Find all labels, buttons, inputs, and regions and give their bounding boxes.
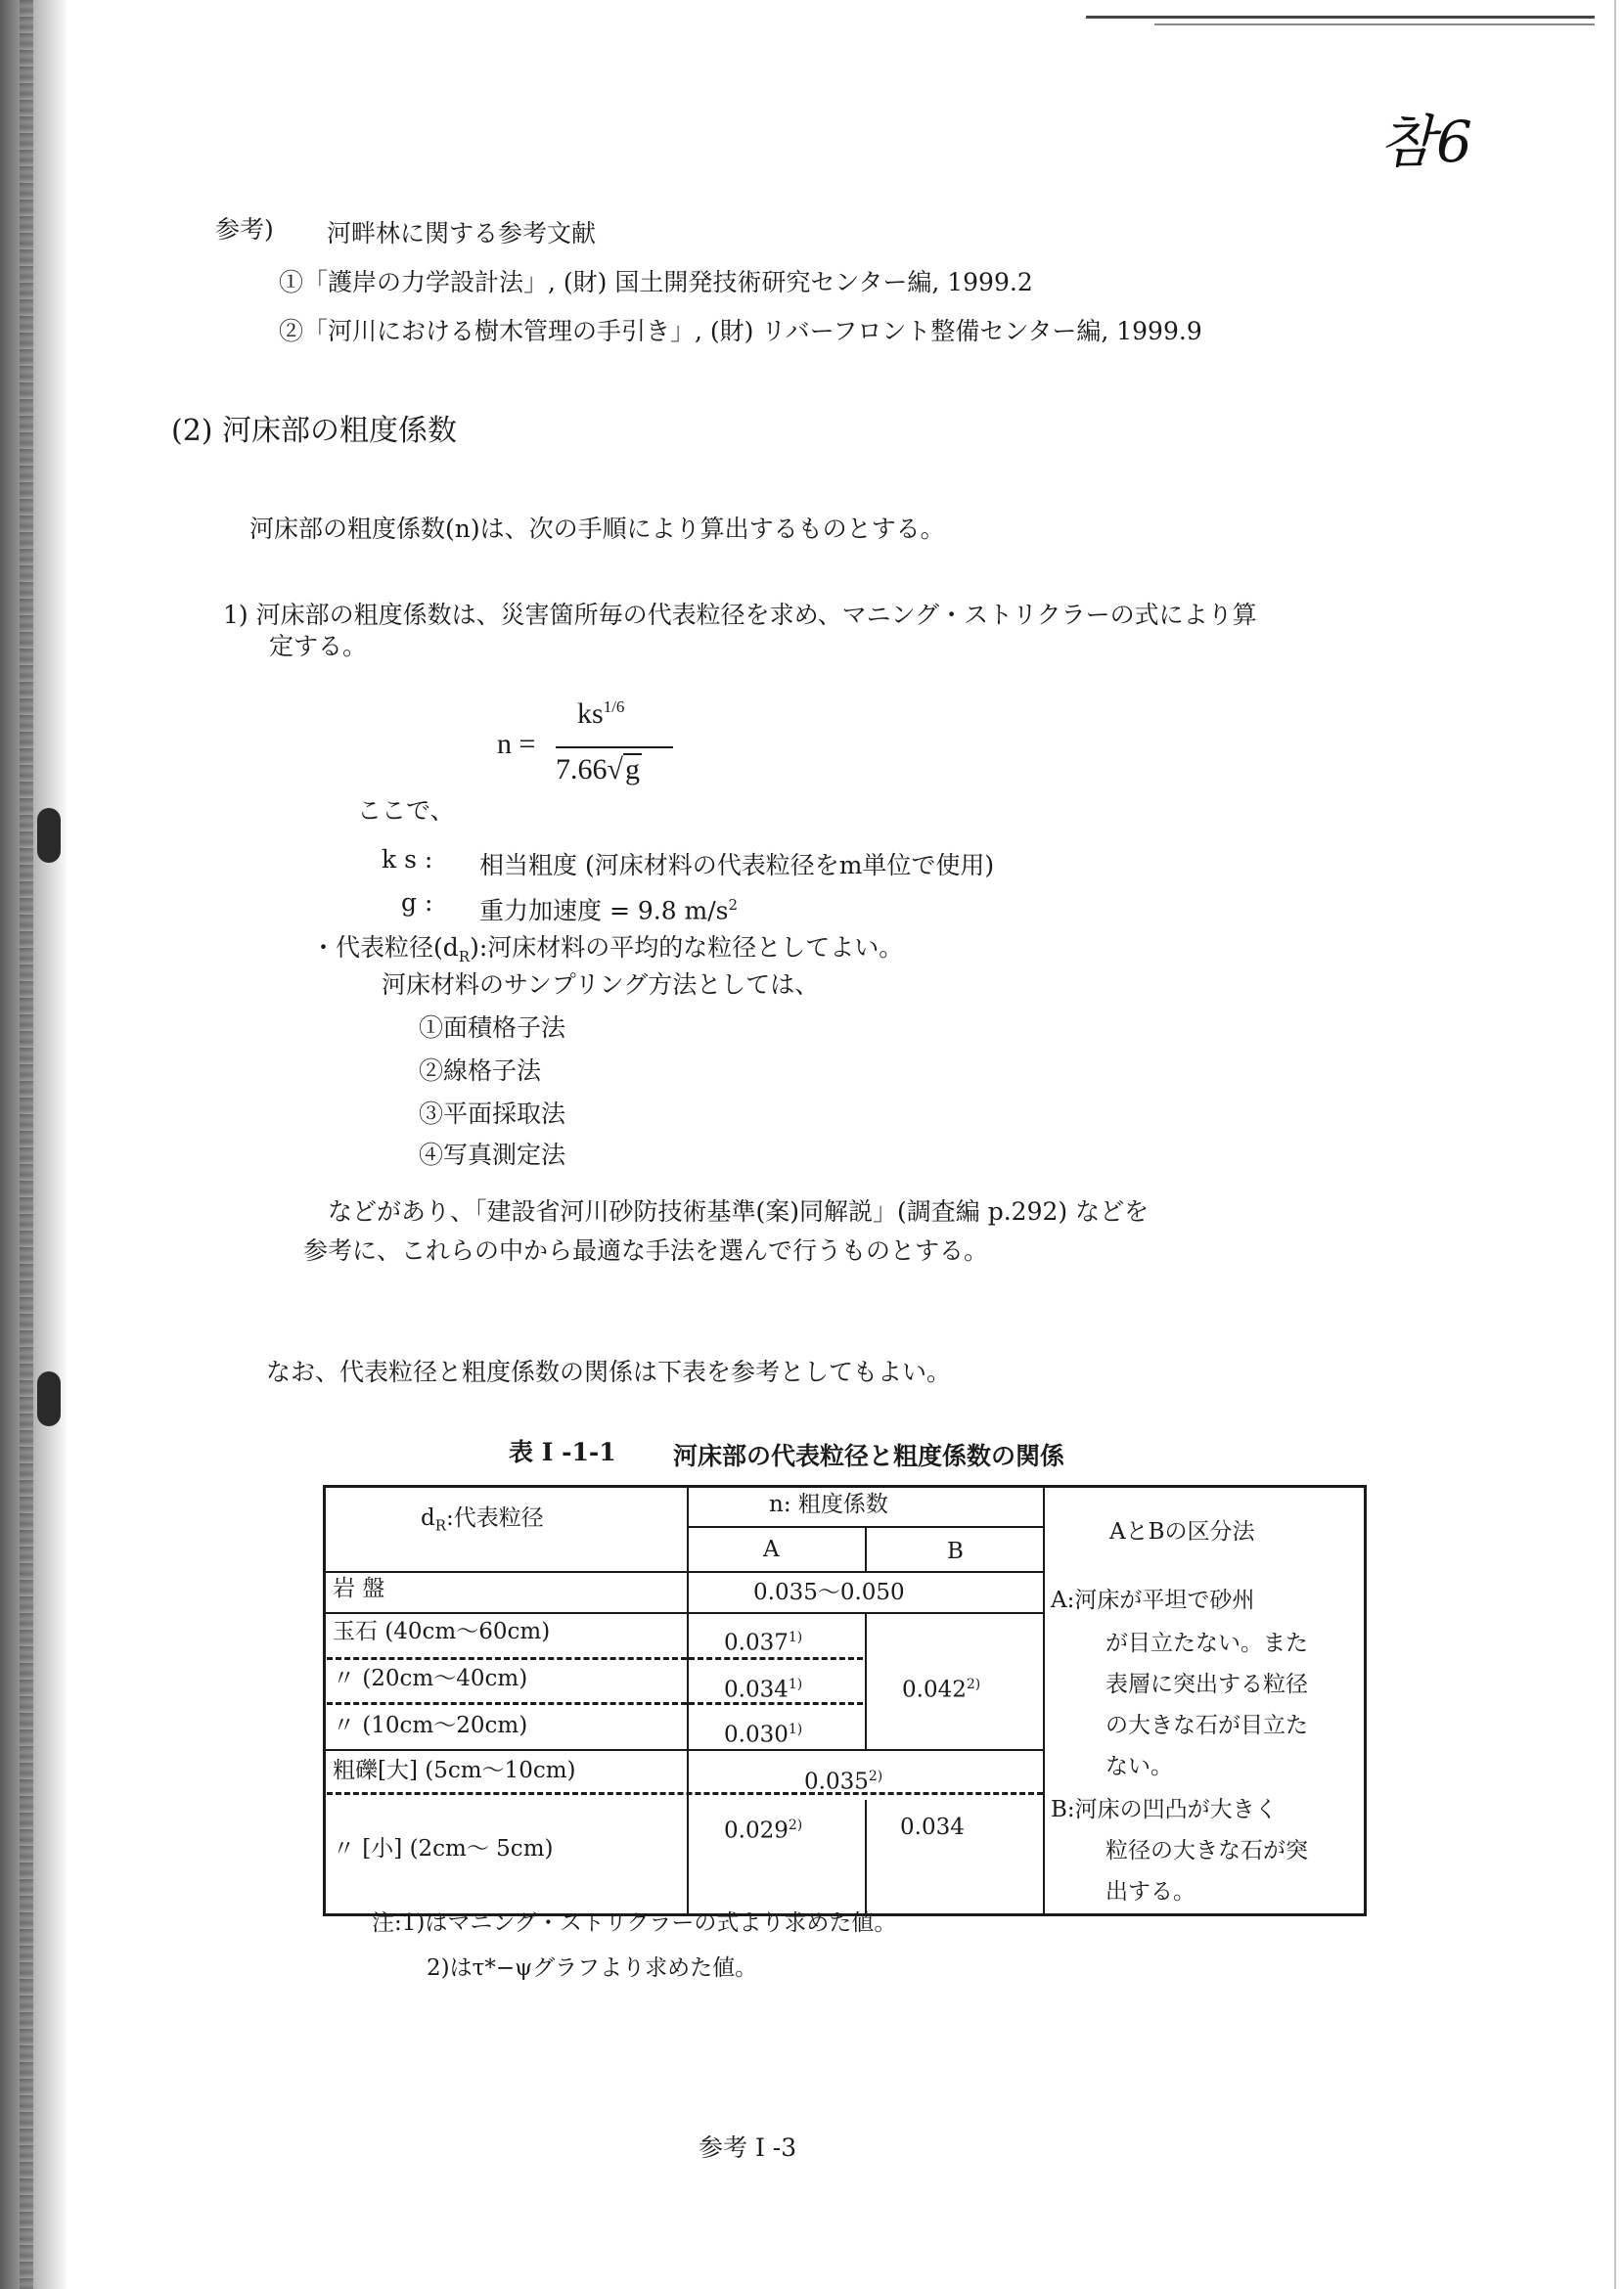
ab-line-2: が目立たない。また	[1105, 1631, 1308, 1656]
row-boulder-60-a: 0.037$^{1)}$	[724, 1630, 803, 1656]
step1-line-2: 定する。	[269, 632, 368, 660]
row-gravel-small-label: 〃 [小] (2cm〜 5cm)	[333, 1836, 554, 1862]
scan-top-line-2	[1154, 23, 1595, 25]
row-boulder-20-a: 0.030$^{1)}$	[724, 1722, 803, 1748]
ab-line-6: B:河床の凹凸が大きく	[1051, 1797, 1278, 1822]
sqrt-sign: √	[607, 753, 623, 785]
row-boulder-60-label: 玉石 (40cm〜60cm)	[333, 1619, 551, 1644]
punch-hole-lower	[37, 1371, 61, 1426]
ab-line-3: 表層に突出する粒径	[1105, 1672, 1308, 1697]
table-border-top	[323, 1485, 1367, 1488]
formula-fraction-bar	[556, 746, 673, 748]
row-bedrock-label: 岩 盤	[333, 1576, 385, 1601]
ab-line-5: ない。	[1105, 1754, 1173, 1779]
row-gravel-small-a: 0.029$^{2)}$	[724, 1818, 803, 1844]
reference-label: 参考)	[215, 215, 274, 244]
table-vline-ab-header	[865, 1526, 867, 1573]
row-boulder-40-a: 0.034$^{1)}$	[724, 1677, 803, 1703]
handwritten-page-marker: 참6	[1379, 109, 1474, 175]
scan-shadow-left	[0, 0, 68, 2289]
formula-denominator: 7.66√g	[556, 753, 640, 785]
row-gravel-large-value: 0.035$^{2)}$	[804, 1769, 883, 1795]
dash-row-2-label	[327, 1702, 687, 1705]
sampling-intro: 河床材料のサンプリング方法としては、	[382, 970, 820, 999]
ab-line-4: の大きな石が目立た	[1105, 1713, 1308, 1738]
step1-line-1: 1) 河床部の粗度係数は、災害箇所毎の代表粒径を求め、マニング・ストリクラーの式により算	[223, 601, 1257, 629]
page-footer: 参考 I -3	[699, 2133, 797, 2162]
reference-standard-line-2: 参考に、これらの中から最適な手法を選んで行うものとする。	[303, 1236, 989, 1265]
reference-item-2: ②「河川における樹木管理の手引き」, (財) リバーフロント整備センター編, 1999.9	[279, 317, 1202, 345]
scan-shadow-stripe	[20, 0, 33, 2289]
header-roughness-coefficient: n: 粗度係数	[769, 1492, 888, 1517]
formula-lhs: n =	[497, 728, 536, 760]
table-border-right	[1364, 1485, 1367, 1916]
table-border-left	[323, 1485, 326, 1916]
header-representative-diameter: $d_R$:代表粒径	[421, 1505, 544, 1535]
method-2: ②線格子法	[419, 1056, 542, 1085]
reference-item-1: ①「護岸の力学設計法」, (財) 国土開発技術研究センター編, 1999.2	[279, 268, 1033, 296]
row-bedrock-value: 0.035〜0.050	[753, 1580, 905, 1605]
method-3: ③平面採取法	[419, 1100, 566, 1128]
ks-description: 相当粗度 (河床材料の代表粒径をm単位で使用)	[479, 851, 995, 879]
table-hline-header	[323, 1571, 1045, 1573]
section-heading: (2) 河床部の粗度係数	[171, 414, 458, 448]
formula-radicand: g	[624, 753, 640, 785]
header-a: A	[763, 1537, 780, 1562]
punch-hole-upper	[37, 808, 61, 863]
ab-line-8: 出する。	[1105, 1879, 1195, 1905]
reference-standard-line-1: などがあり、「建設省河川砂防技術基準(案)同解説」(調査編 p.292) などを	[328, 1197, 1150, 1226]
table-hline-bedrock	[323, 1612, 1045, 1614]
intro-text: 河床部の粗度係数(n)は、次の手順により算出するものとする。	[249, 515, 945, 543]
representative-diameter-def: ・代表粒径$(d_R)$:河床材料の平均的な粒径としてよい。	[311, 933, 904, 965]
table-vline-gravel	[865, 1800, 867, 1913]
header-b: B	[947, 1539, 964, 1564]
scan-right-edge	[1614, 0, 1616, 2289]
table-caption-title: 河床部の代表粒径と粗度係数の関係	[673, 1442, 1065, 1470]
where-label: ここで、	[357, 796, 455, 825]
method-4: ④写真測定法	[419, 1141, 566, 1169]
table-note-2: 2)はτ*−ψグラフより求めた値。	[427, 1955, 758, 1981]
reference-title: 河畔林に関する参考文献	[327, 219, 597, 247]
g-description: 重力加速度 = 9.8 $m/s^2$	[479, 896, 739, 925]
formula-exponent: 1/6	[603, 697, 625, 716]
row-gravel-large-label: 粗礫[大] (5cm〜10cm)	[333, 1758, 576, 1783]
row-boulder-b: 0.042$^{2)}$	[902, 1677, 981, 1703]
ab-line-7: 粒径の大きな石が突	[1105, 1838, 1308, 1863]
ks-symbol: k s :	[382, 845, 433, 874]
row-boulder-40-label: 〃 (20cm〜40cm)	[333, 1666, 528, 1691]
ab-line-1: A:河床が平坦で砂州	[1051, 1588, 1255, 1613]
table-caption-id: 表 I -1-1	[509, 1438, 616, 1466]
g-symbol: g :	[401, 888, 433, 917]
table-hline-boulder	[323, 1749, 1045, 1751]
method-1: ①面積格子法	[419, 1013, 566, 1042]
table-vline-dr	[687, 1485, 689, 1916]
table-note-1: 注:1)はマニング・ストリクラーの式より求めた値。	[372, 1910, 897, 1936]
scan-top-line	[1086, 16, 1595, 19]
table-intro: なお、代表粒径と粗度係数の関係は下表を参考としてもよい。	[266, 1358, 952, 1386]
table-vline-ab	[1043, 1485, 1045, 1916]
formula-numerator: $ks^{1/6}$	[577, 697, 625, 730]
row-gravel-small-b: 0.034	[900, 1815, 965, 1840]
manning-strickler-formula	[497, 693, 673, 800]
header-ab-classification: AとBの区分法	[1109, 1519, 1255, 1545]
table-vline-boulder	[865, 1612, 867, 1751]
row-boulder-20-label: 〃 (10cm〜20cm)	[333, 1713, 528, 1738]
dash-gravel	[327, 1792, 1043, 1795]
dash-row-1-label	[327, 1657, 687, 1660]
table-hline-n-sub	[687, 1526, 1045, 1528]
